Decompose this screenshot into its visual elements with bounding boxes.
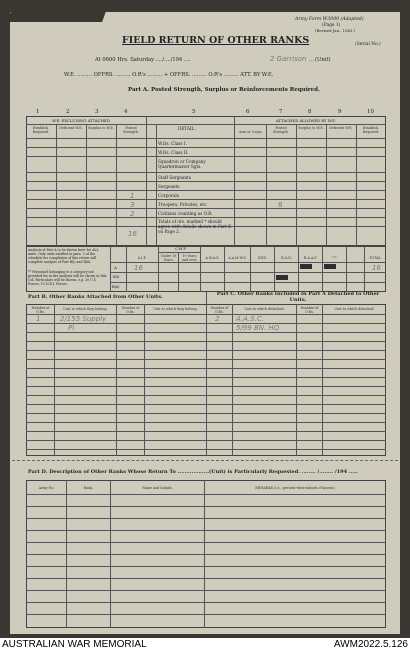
handwritten-value: 2 — [130, 210, 135, 218]
grid-line — [110, 282, 386, 283]
part-c-header: Number of O.Rs. — [300, 306, 319, 314]
column-header: Establish. Required. — [32, 126, 50, 134]
army-form-label: Army Form W3009 (Adapted) — [295, 17, 364, 22]
analysis-row-label: B(i) — [113, 275, 120, 279]
page-label: (Page 1) — [322, 23, 341, 28]
analysis-header: 19 Years and over. — [181, 254, 198, 262]
grid-line — [26, 190, 386, 191]
grid-line — [200, 246, 201, 292]
redaction-mark — [324, 264, 336, 269]
grid-line — [26, 530, 386, 531]
footer-institution: AUSTRALIAN WAR MEMORIAL — [2, 639, 147, 650]
column-header: Posted Strength. — [123, 126, 139, 134]
part-d-title: Part D. Description of Other Ranks Whose Return To ..................(Unit) is Particularly Requested. ........ /........ /194 ..... — [28, 469, 358, 475]
grid-line — [86, 124, 87, 246]
part-b-header: Number of O.Rs. — [121, 306, 140, 314]
column-header: Surplus to W.E. — [88, 126, 114, 130]
column-header: Establish. Required. — [362, 126, 380, 134]
grid-line — [116, 124, 117, 246]
part-d-header: Army No. — [38, 486, 55, 490]
grid-line — [26, 413, 386, 414]
column-header: Surplus to W.E. — [298, 126, 324, 130]
grid-line — [26, 506, 386, 507]
grid-line — [26, 359, 386, 360]
detail-header: DETAIL. — [178, 126, 196, 131]
we-excluding-header: W.E. EXCLUDING ATTACHED. — [52, 118, 111, 123]
grid-line — [326, 124, 327, 246]
handwritten-value: Pl — [68, 324, 75, 332]
analysis-header: A.A.M.W.S. — [228, 256, 247, 260]
handwritten-value: 2/155 Supply — [60, 315, 107, 323]
column-header: Deficient W.E. — [59, 126, 83, 130]
grid-line — [26, 602, 386, 603]
redaction-mark — [276, 275, 288, 280]
part-b-title: Part B. Other Ranks Attached from Other Units. — [28, 294, 163, 300]
analysis-note: Analysis of Part A to be shown here for ALL units. Only units entitled to para. 3 of the schedule for completion of this return will complete analysis of Part B(i) and B(ii). — [28, 248, 99, 264]
part-b-header: Unit to which they belong. — [63, 307, 108, 311]
handwritten-value: A.A.S.C. — [236, 315, 265, 323]
grid-line — [26, 124, 386, 125]
col-number: 10 — [367, 109, 374, 115]
detail-row-label: Staff Sergeants — [158, 175, 191, 180]
grid-line — [364, 246, 365, 292]
grid-line — [110, 246, 111, 292]
grid-line — [26, 395, 386, 396]
grid-line — [298, 246, 299, 292]
grid-line — [56, 124, 57, 246]
date-line: At 0600 Hrs. Saturday ..../..../194 .... — [95, 57, 191, 63]
grid-line — [232, 304, 233, 456]
grid-line — [26, 449, 386, 450]
grid-line — [126, 246, 127, 292]
grid-line — [346, 246, 347, 292]
analysis-header: * * — [332, 256, 337, 260]
handwritten-value: 8 — [278, 201, 283, 209]
revised-label: (Revised Jan., 1943.) — [315, 28, 355, 33]
redaction-mark — [300, 264, 312, 269]
col-number: 4 — [124, 109, 128, 115]
handwritten-value: 3 — [130, 201, 135, 209]
grid-line — [26, 404, 386, 405]
analysis-row-label: B(ii) — [112, 285, 120, 289]
detail-row-label: Squadron or Company Quartermaster Sgts. — [158, 159, 206, 169]
col-number: 2 — [66, 109, 70, 115]
grid-line — [26, 386, 386, 387]
unit-handwriting: 2 Garrison ... — [270, 55, 316, 63]
grid-line — [26, 431, 386, 432]
col-number: 5 — [192, 109, 196, 115]
grid-line — [158, 252, 200, 253]
col-number: 8 — [308, 109, 312, 115]
part-b-header: Unit to which they belong. — [153, 307, 198, 311]
grid-line — [110, 272, 386, 273]
grid-line — [26, 494, 386, 495]
page-title: FIELD RETURN OF OTHER RANKS — [122, 35, 310, 46]
grid-line — [26, 350, 386, 351]
footer-accession-number: AWM2022.5.126 — [333, 639, 408, 650]
grid-line — [26, 199, 386, 200]
personnel-note: ** Personnel belonging to a category not provided for in the analysis will be shown in this Col. Particulars will be shown, e.g. 20 U.S. Forces, 10 N.E.I. Forces. — [28, 270, 107, 286]
cmf-label: C.M.F. — [175, 247, 187, 251]
grid-line — [250, 246, 251, 292]
grid-line — [26, 590, 386, 591]
handwritten-value: 16 — [134, 264, 143, 272]
handwritten-value: 5/99 BN. HQ — [236, 324, 280, 332]
serial-label: (Serial No.) — [355, 42, 381, 47]
column-header: Deficient W.E. — [329, 126, 353, 130]
grid-line — [116, 304, 117, 456]
handwritten-value: 16 — [372, 264, 381, 272]
grid-line — [26, 208, 386, 209]
detail-row-label: Sergeants — [158, 184, 180, 189]
grid-line — [26, 181, 386, 182]
column-header: Arm or Corps. — [239, 130, 263, 134]
grid-line — [26, 341, 386, 342]
grid-line — [224, 246, 225, 292]
we-line: W.E. ......... OFFRS. ......... O.R's ......... + OFFRS. ......... O.R's ......... ATT. BY W.E. — [64, 72, 274, 78]
handwritten-value: 2 — [215, 315, 220, 323]
part-c-header: Unit to which detached. — [244, 307, 285, 311]
grid-line — [26, 518, 386, 519]
col-number: 7 — [279, 109, 283, 115]
grid-line — [296, 304, 297, 456]
grid-line — [26, 554, 386, 555]
column-header: Posted Strength. — [273, 126, 289, 134]
handwritten-value: 1 — [36, 315, 41, 323]
grid-line — [322, 246, 323, 292]
col-number: 6 — [246, 109, 250, 115]
grid-line — [26, 614, 386, 615]
grid-line — [54, 304, 55, 456]
analysis-header: A.W.A.S. — [205, 256, 220, 260]
analysis-header: A.I.F. — [137, 256, 147, 260]
form-sheet — [10, 12, 400, 634]
grid-line — [322, 304, 323, 456]
col-number: 9 — [338, 109, 342, 115]
attached-allowed-header: ATTACHED ALLOWED BY W.E. — [276, 118, 337, 123]
detail-row-label: Civilians counting as O.R. — [158, 211, 213, 216]
detail-row-label: W.Os. Class I. — [158, 141, 187, 146]
col-number: 3 — [95, 109, 99, 115]
separator — [12, 460, 398, 461]
detail-row-label: Troopers, Privates, etc. — [158, 202, 208, 207]
grid-line — [296, 124, 297, 246]
grid-line — [26, 422, 386, 423]
analysis-row-label: A — [114, 265, 117, 270]
grid-line — [156, 124, 157, 246]
grid-line — [110, 262, 386, 263]
grid-line — [26, 156, 386, 157]
grid-line — [26, 138, 386, 139]
part-c-header: Unit to which detached. — [334, 307, 375, 311]
part-c-title: Part C. Other Ranks Included in Part A Detached to Other Units. — [216, 291, 380, 303]
grid-line — [26, 217, 386, 218]
analysis-header: R.A.A.F. — [303, 256, 318, 260]
grid-line — [26, 172, 386, 173]
grid-line — [274, 246, 275, 292]
grid-line — [26, 578, 386, 579]
part-b-header: Number of O.Rs. — [31, 306, 50, 314]
handwritten-value: 1 — [130, 192, 135, 200]
grid-line — [26, 332, 386, 333]
detail-row-label: Totals of ors. marked * should agree with details shown in Part E on Page 2. — [158, 219, 232, 234]
grid-line — [356, 124, 357, 246]
part-d-header: REMARKS (i.e., present whereabouts if known). — [255, 486, 336, 490]
grid-line — [266, 124, 267, 246]
analysis-header: TOTAL. — [369, 256, 382, 260]
grid-line — [26, 440, 386, 441]
col-number: 1 — [36, 109, 40, 115]
analysis-header: R.A.N. — [281, 256, 292, 260]
grid-line — [144, 304, 145, 456]
handwritten-value: 16 — [128, 230, 137, 238]
torn-corner — [10, 12, 108, 22]
analysis-header: Under 19 Years. — [160, 254, 177, 262]
grid-line — [26, 368, 386, 369]
grid-line — [26, 542, 386, 543]
grid-line — [26, 566, 386, 567]
footer-bar — [0, 638, 410, 653]
unit-label: (Unit) — [315, 57, 331, 63]
part-d-header: Name and Initials. — [142, 486, 173, 490]
detail-row-label: Corporals — [158, 193, 179, 198]
grid-line — [26, 147, 386, 148]
part-c-header: Number of O.Rs. — [210, 306, 229, 314]
part-d-header: Rank. — [83, 486, 94, 490]
part-a-title: Part A. Posted Strength, Surplus or Reinforcements Required. — [128, 87, 320, 93]
grid-line — [26, 323, 386, 324]
grid-line — [26, 377, 386, 378]
analysis-header: DIVS. — [257, 256, 268, 260]
detail-row-label: W.Os. Class II. — [158, 150, 189, 155]
